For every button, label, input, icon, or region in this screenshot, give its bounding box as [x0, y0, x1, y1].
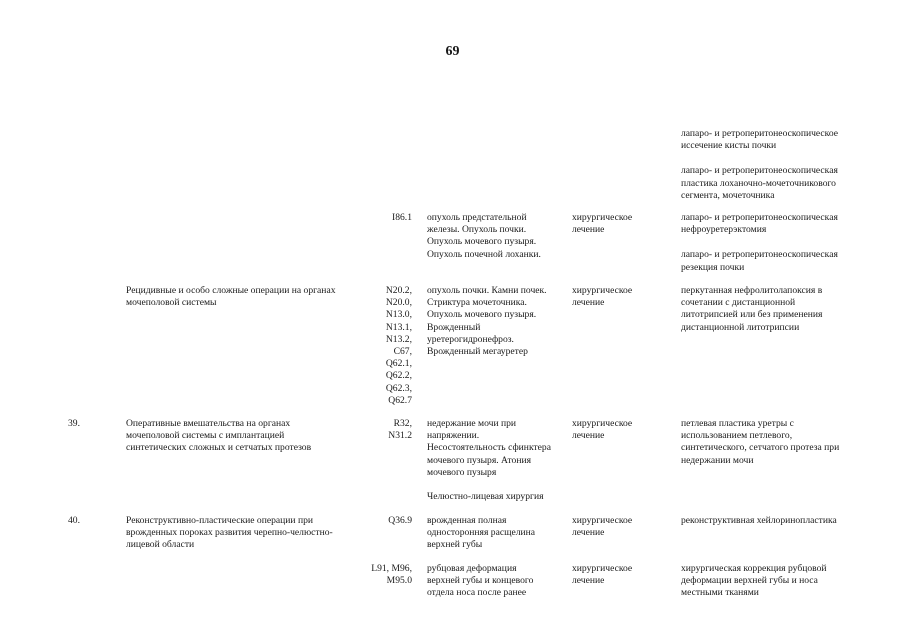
diagnosis-line: Стриктура мочеточника. — [427, 297, 527, 309]
diagnosis-line: Врожденный — [427, 321, 481, 333]
treatment-line: хирургическое — [572, 515, 633, 526]
diagnosis-line: мочевого пузыря. Атония — [427, 454, 532, 466]
code-line: R32, — [393, 418, 412, 429]
diagnosis-line: мочевого пузыря — [427, 466, 497, 478]
code-line: I86.1 — [392, 212, 412, 223]
code-line: Q62.7 — [388, 394, 412, 406]
diagnosis-line: опухоль почки. Камни почек. — [427, 285, 547, 296]
method-item — [681, 249, 867, 273]
diagnosis-cell — [427, 212, 569, 261]
method-line: лапаро- и ретроперитонеоскопическая — [681, 165, 838, 177]
method-item — [681, 212, 867, 236]
methods-cell — [681, 563, 867, 600]
page-number: 69 — [445, 44, 460, 59]
method-item — [681, 563, 867, 600]
name-line: лицевой области — [126, 539, 195, 551]
code-line: Q62.2, — [385, 370, 412, 382]
code-line: N20.0, — [385, 297, 412, 309]
treatment-cell — [572, 285, 668, 309]
row-number: 39. — [68, 418, 80, 429]
code-line: M95.0 — [386, 575, 412, 587]
method-line: деформации верхней губы и носа — [681, 575, 818, 587]
diagnosis-line: недержание мочи при — [427, 418, 517, 429]
method-line: хирургическая коррекция рубцовой — [681, 563, 827, 574]
code-line: N31.2 — [388, 430, 412, 442]
diagnosis-line: Опухоль почечной лоханки. — [427, 248, 541, 260]
name-cell — [126, 285, 366, 309]
diagnosis-line: отдела носа после ранее — [427, 587, 527, 599]
section-heading — [427, 491, 627, 503]
method-item — [681, 285, 867, 334]
diagnosis-cell — [427, 418, 569, 479]
diagnosis-line: рубцовая деформация — [427, 563, 517, 574]
method-item — [681, 165, 867, 202]
methods-cell — [681, 515, 867, 527]
method-line: литотрипсией или без применения — [681, 309, 823, 321]
diagnosis-cell — [427, 285, 569, 358]
code-line: N20.2, — [385, 285, 412, 296]
method-item — [681, 128, 867, 152]
treatment-line: хирургическое — [572, 285, 633, 296]
treatment-line: хирургическое — [572, 418, 633, 429]
code-line: N13.2, — [385, 333, 412, 345]
diagnosis-line: верхней губы и концевого — [427, 575, 534, 587]
code-line: N13.0, — [385, 309, 412, 321]
code-line: Q62.1, — [385, 358, 412, 370]
method-line: нефроуретерэктомия — [681, 224, 767, 236]
code-cell — [368, 285, 412, 407]
diagnosis-line: Несостоятельность сфинктера — [427, 442, 551, 454]
method-item — [681, 515, 867, 527]
name-line: синтетических сложных и сетчатых протезов — [126, 442, 312, 454]
diagnosis-line: Врожденный мегауретер — [427, 346, 528, 358]
method-line: иссечение кисты почки — [681, 140, 777, 152]
method-line: местными тканями — [681, 587, 759, 599]
method-line: лапаро- и ретроперитонеоскопическое — [681, 128, 839, 139]
method-line: реконструктивная хейлоринопластика — [681, 515, 837, 526]
treatment-cell — [572, 515, 668, 539]
name-line: Реконструктивно-пластические операции при — [126, 515, 314, 526]
method-line: пластика лоханочно-мочеточникового — [681, 177, 836, 189]
treatment-line: лечение — [572, 430, 605, 442]
code-cell — [368, 515, 412, 527]
method-line: дистанционной литотрипсии — [681, 321, 800, 333]
methods-cell — [681, 285, 867, 334]
method-item — [681, 418, 867, 467]
method-line: лапаро- и ретроперитонеоскопическая — [681, 212, 838, 223]
diagnosis-line: односторонняя расщелина — [427, 527, 536, 539]
diagnosis-line: напряжении. — [427, 430, 480, 442]
code-cell — [368, 418, 412, 442]
treatment-line: лечение — [572, 224, 605, 236]
code-line: Q62.3, — [385, 382, 412, 394]
method-line: лапаро- и ретроперитонеоскопическая — [681, 249, 838, 261]
code-cell — [360, 563, 412, 587]
treatment-cell — [572, 563, 668, 587]
diagnosis-line: Опухоль мочевого пузыря. — [427, 309, 537, 321]
treatment-cell — [572, 212, 668, 236]
diagnosis-line: уретерогидронефроз. — [427, 333, 514, 345]
code-line: L91, M96, — [371, 563, 412, 574]
code-line: C67, — [393, 346, 412, 358]
name-cell — [126, 515, 366, 552]
treatment-line: лечение — [572, 575, 605, 587]
name-line: врожденных пороках развития черепно-челюстно- — [126, 527, 333, 539]
treatment-line: лечение — [572, 527, 605, 539]
method-line: сочетании с дистанционной — [681, 297, 796, 309]
treatment-line: хирургическое — [572, 563, 633, 574]
methods-cell — [681, 128, 867, 202]
name-line: мочеполовой системы с имплантацией — [126, 430, 285, 442]
diagnosis-line: Опухоль мочевого пузыря. — [427, 236, 537, 248]
methods-cell — [681, 212, 867, 274]
code-line: Q36.9 — [388, 515, 412, 526]
diagnosis-line: верхней губы — [427, 539, 483, 551]
diagnosis-line: врожденная полная — [427, 515, 507, 526]
name-line: Оперативные вмешательства на органах — [126, 418, 291, 429]
section-heading-text: Челюстно-лицевая хирургия — [427, 491, 544, 502]
method-line: сегмента, мочеточника — [681, 189, 775, 201]
diagnosis-line: железы. Опухоль почки. — [427, 224, 527, 236]
method-line: перкутанная нефролитолапоксия в — [681, 285, 823, 296]
name-line: мочеполовой системы — [126, 297, 217, 309]
treatment-cell — [572, 418, 668, 442]
method-line: петлевая пластика уретры с — [681, 418, 794, 429]
row-number: 40. — [68, 515, 80, 526]
diagnosis-cell — [427, 563, 569, 600]
method-line: недержании мочи — [681, 454, 754, 466]
name-cell — [126, 418, 366, 455]
method-line: использованием петлевого, — [681, 430, 793, 442]
method-line: синтетического, сетчатого протеза при — [681, 442, 840, 454]
code-cell — [368, 212, 412, 224]
treatment-line: лечение — [572, 297, 605, 309]
diagnosis-line: опухоль предстательной — [427, 212, 527, 223]
treatment-line: хирургическое — [572, 212, 633, 223]
name-line: Рецидивные и особо сложные операции на органах — [126, 285, 336, 296]
method-line: резекция почки — [681, 261, 745, 273]
methods-cell — [681, 418, 867, 467]
diagnosis-cell — [427, 515, 569, 552]
code-line: N13.1, — [385, 321, 412, 333]
